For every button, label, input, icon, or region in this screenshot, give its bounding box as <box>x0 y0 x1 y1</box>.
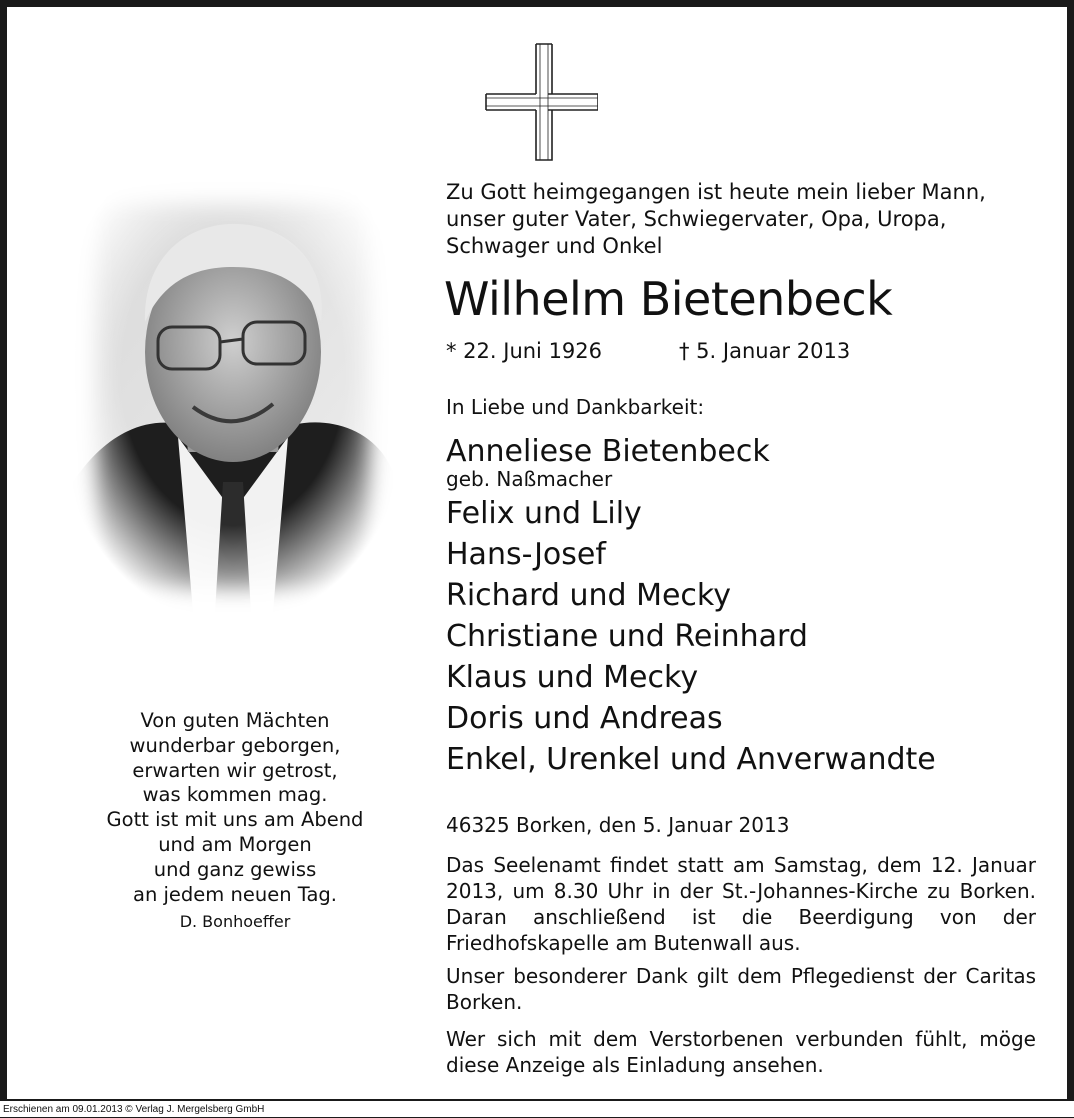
intro-line: unser guter Vater, Schwiegervater, Opa, Uropa, <box>446 207 947 231</box>
poem-line: erwarten wir getrost, <box>132 758 338 782</box>
death-date: † 5. Januar 2013 <box>679 339 851 363</box>
portrait-photo <box>73 182 393 612</box>
birth-date: * 22. Juni 1926 <box>446 339 603 363</box>
intro-line: Schwager und Onkel <box>446 234 663 258</box>
service-paragraph: Das Seelenamt findet statt am Samstag, dem 12. Januar 2013, um 8.30 Uhr in der St.-Johannes-Kirche zu Borken. Daran anschließend ist die Beerdigung von der Friedhofskapelle am Butenwall aus. <box>446 853 1036 955</box>
poem-line: was kommen mag. <box>142 783 328 807</box>
publication-footer: Erschienen am 09.01.2013 © Verlag J. Mergelsberg GmbH <box>0 1100 1074 1117</box>
family-member: Klaus und Mecky <box>446 660 699 695</box>
poem-line: wunderbar geborgen, <box>129 733 341 757</box>
gratitude-paragraph: Unser besonderer Dank gilt dem Pflegedienst der Caritas Borken. <box>446 964 1036 1014</box>
poem-line: an jedem neuen Tag. <box>133 882 337 906</box>
family-member: Enkel, Urenkel und Anverwandte <box>446 742 936 777</box>
maiden-name: geb. Naßmacher <box>446 467 613 491</box>
poem-line: Von guten Mächten <box>140 709 330 732</box>
family-member: Anneliese Bietenbeck <box>446 434 770 469</box>
invitation-paragraph: Wer sich mit dem Verstorbenen verbunden fühlt, möge diese Anzeige als Einladung ansehen. <box>446 1027 1036 1077</box>
life-dates <box>446 337 851 365</box>
poem-line: Gott ist mit uns am Abend <box>106 808 364 832</box>
thanks-line: In Liebe und Dankbarkeit: <box>446 395 705 419</box>
family-member: Christiane und Reinhard <box>446 619 808 654</box>
family-member: Felix und Lily <box>446 496 642 531</box>
family-member: Doris und Andreas <box>446 701 723 736</box>
intro-text <box>446 179 1046 260</box>
deceased-name: Wilhelm Bietenbeck <box>444 272 893 326</box>
intro-line: Zu Gott heimgegangen ist heute mein lieber Mann, <box>446 180 986 204</box>
bonhoeffer-poem <box>75 709 395 933</box>
family-list <box>446 431 1046 780</box>
poem-line: und am Morgen <box>158 832 312 856</box>
family-member: Hans-Josef <box>446 537 606 572</box>
obituary-page <box>7 7 1067 1099</box>
location-date: 46325 Borken, den 5. Januar 2013 <box>446 813 790 837</box>
cross-icon <box>478 42 598 162</box>
family-member: Richard und Mecky <box>446 578 731 613</box>
poem-author: D. Bonhoeffer <box>179 912 291 932</box>
poem-line: und ganz gewiss <box>153 857 317 881</box>
